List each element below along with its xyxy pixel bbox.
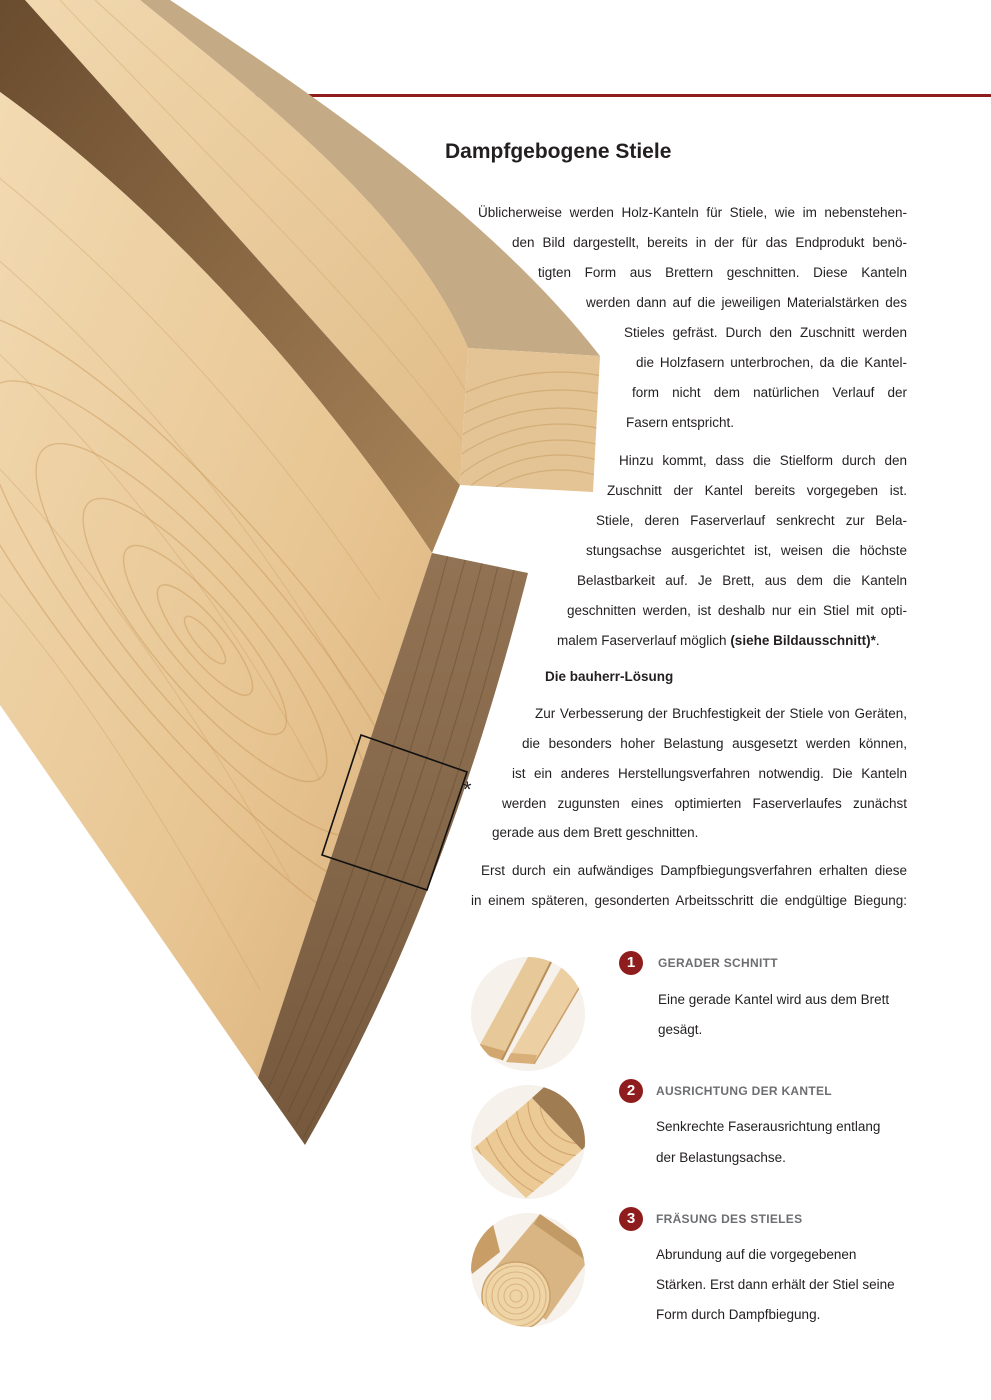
step-image-milled-handle (470, 1212, 586, 1328)
text-line: Stiele, deren Faserverlauf senkrecht zur Bela- (596, 513, 907, 528)
step-text-line: Form durch Dampfbiegung. (656, 1307, 821, 1322)
text-line: Üblicherweise werden Holz-Kanteln für Stiele, wie im nebenstehen- (478, 205, 907, 220)
text-line: ist ein anderes Herstellungsverfahren notwendig. Die Kanteln (512, 766, 907, 781)
step-number-badge (619, 951, 643, 975)
text-line: stungsachse ausgerichtet ist, weisen die höchste (586, 543, 907, 558)
text-line: werden dann auf die jeweiligen Materialstärken des (586, 295, 907, 310)
page-title: Dampfgebogene Stiele (445, 140, 672, 163)
text-line: die besonders hoher Belastung ausgesetzt werden können, (522, 736, 907, 751)
step-title: GERADER SCHNITT (658, 956, 778, 970)
text-line: Zur Verbesserung der Bruchfestigkeit der Stiele von Geräten, (535, 706, 907, 721)
text-line: die Holzfasern unterbrochen, da die Kantel- (636, 355, 907, 370)
text-line: den Bild dargestellt, bereits in der für das Endprodukt benö- (512, 235, 907, 250)
detail-marker: * (463, 777, 472, 802)
text-line: geschnitten werden, ist deshalb nur ein Stiel mit opti- (567, 603, 907, 618)
text-line: tigten Form aus Brettern geschnitten. Diese Kanteln (538, 265, 907, 280)
step-image-straight-cut (470, 956, 586, 1072)
step-number: 3 (626, 1210, 636, 1227)
step-number: 2 (626, 1082, 636, 1099)
step-number-badge (619, 1207, 643, 1231)
text-line: Fasern entspricht. (626, 415, 735, 430)
step-text-line: der Belastungsachse. (656, 1150, 786, 1165)
step-text-line: gesägt. (658, 1022, 703, 1037)
text-line: Stieles gefräst. Durch den Zuschnitt werden (624, 325, 907, 340)
text-line: in einem späteren, gesonderten Arbeitsschritt die endgültige Biegung: (471, 893, 907, 908)
step-number-badge (619, 1079, 643, 1103)
text-line: Belastbarkeit auf. Je Brett, aus dem die Kanteln (577, 573, 907, 588)
text-line: Erst durch ein aufwändiges Dampfbiegungsverfahren erhalten diese (481, 863, 907, 878)
text-line: gerade aus dem Brett geschnitten. (492, 825, 699, 840)
upper-kantel-end-face (460, 348, 600, 492)
text-line: Zuschnitt der Kantel bereits vorgegeben ist. (607, 483, 907, 498)
text-line: form nicht dem natürlichen Verlauf der (632, 385, 907, 400)
text-segment: malem Faserverlauf möglich (557, 633, 731, 648)
step-title: AUSRICHTUNG DER KANTEL (656, 1084, 832, 1098)
text-line: Hinzu kommt, dass die Stielform durch den (619, 453, 907, 468)
step-number: 1 (626, 954, 636, 971)
step-image-kantel-alignment (470, 1084, 586, 1200)
text-line (557, 632, 880, 650)
step-text-line: Eine gerade Kantel wird aus dem Brett (658, 992, 890, 1007)
step-text-line: Stärken. Erst dann erhält der Stiel seine (656, 1277, 895, 1292)
step-text-line: Senkrechte Faserausrichtung entlang (656, 1119, 881, 1134)
text-segment: . (875, 633, 880, 648)
figure-reference: (siehe Bildausschnitt)* (730, 633, 876, 648)
section-heading: Die bauherr-Lösung (545, 669, 674, 684)
text-line: werden zugunsten eines optimierten Faserverlaufes zunächst (502, 796, 907, 811)
step-title: FRÄSUNG DES STIELES (656, 1212, 803, 1226)
step-text-line: Abrundung auf die vorgegebenen (656, 1247, 857, 1262)
